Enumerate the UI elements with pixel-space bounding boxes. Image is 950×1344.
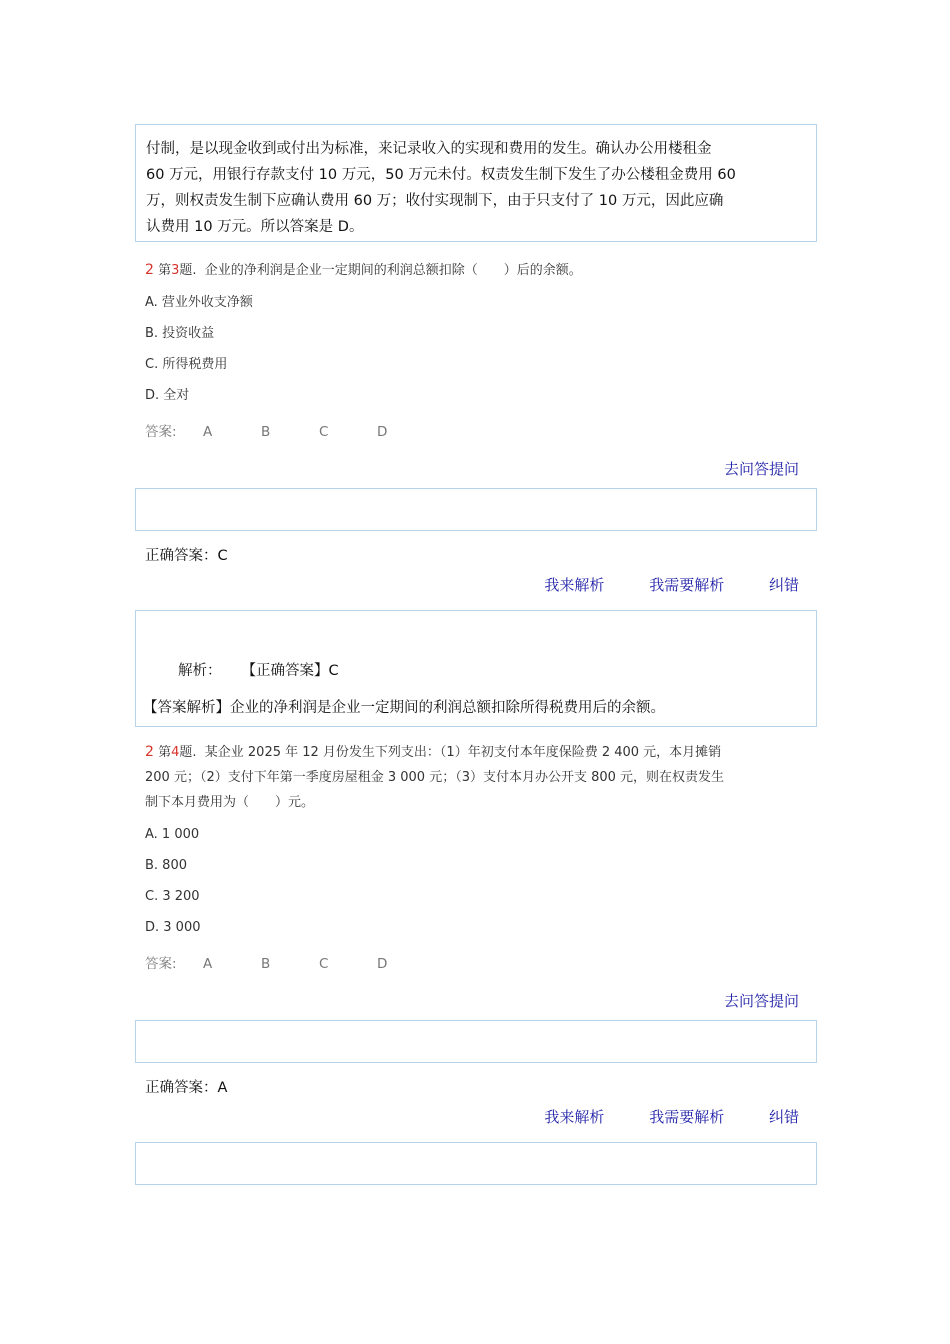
previous-explanation-box (135, 124, 817, 242)
question-stem (135, 258, 817, 283)
ask-row (135, 451, 817, 488)
question-4 (135, 740, 817, 1185)
answer-label: 答案: (145, 956, 177, 972)
analysis-links-row (135, 567, 817, 604)
option-c[interactable]: C. 3 200 (145, 889, 200, 904)
option-b[interactable]: B. 投资收益 (145, 326, 215, 341)
answer-choice-a[interactable]: A (203, 956, 213, 972)
question-text: 某企业 2025 年 12 月份发生下列支出：（1）年初支付本年度保险费 2 400 元，本月摊销 (204, 745, 722, 760)
option-a[interactable]: A. 营业外收支净额 (145, 295, 253, 310)
option-d[interactable]: D. 3 000 (145, 920, 201, 935)
question-prefix: 第 (158, 745, 172, 760)
question-3 (135, 258, 817, 727)
answer-choice-c[interactable]: C (319, 956, 329, 972)
analysis-correct-answer: 【正确答案】C (241, 663, 339, 679)
write-analysis-link[interactable]: 我来解析 (544, 1108, 605, 1126)
analysis-links-row (135, 1099, 817, 1136)
option-d[interactable]: D. 全对 (145, 388, 190, 403)
write-analysis-link[interactable]: 我来解析 (544, 576, 605, 594)
question-stem-line: 制下本月费用为（ ）元。 (145, 795, 315, 810)
explanation-line: 万，则权责发生制下应确认费用 60 万；收付实现制下，由于只支付了 10 万元，因此应确 (146, 193, 724, 209)
page (135, 124, 817, 1185)
analysis-detail: 【答案解析】企业的净利润是企业一定期间的利润总额扣除所得税费用后的余额。 (143, 700, 665, 716)
analysis-label: 解析： (178, 663, 222, 679)
question-score: 2 (145, 744, 154, 760)
answer-row (135, 946, 817, 983)
analysis-box (135, 1142, 817, 1185)
question-stem-line: 200 元；（2）支付下年第一季度房屋租金 3 000 元；（3）支付本月办公开支 800 元，则在权责发生 (145, 770, 725, 785)
ask-question-link[interactable]: 去问答提问 (723, 992, 799, 1010)
answer-label: 答案: (145, 424, 177, 440)
report-error-link[interactable]: 纠错 (768, 576, 799, 594)
option-c[interactable]: C. 所得税费用 (145, 357, 228, 372)
ask-row (135, 983, 817, 1020)
answer-input-box[interactable] (135, 488, 817, 531)
answer-choice-c[interactable]: C (319, 424, 329, 440)
question-index: 4 (171, 745, 180, 760)
request-analysis-link[interactable]: 我需要解析 (649, 1108, 725, 1126)
explanation-line: 认费用 10 万元。所以答案是 D。 (146, 219, 364, 235)
answer-choice-b[interactable]: B (261, 424, 271, 440)
question-suffix: 题. (179, 263, 197, 278)
question-stem (135, 740, 817, 815)
question-prefix: 第 (158, 263, 172, 278)
ask-question-link[interactable]: 去问答提问 (723, 460, 799, 478)
answer-input-box[interactable] (135, 1020, 817, 1063)
question-suffix: 题. (179, 745, 197, 760)
question-text: 企业的净利润是企业一定期间的利润总额扣除（ ）后的余额。 (204, 263, 582, 278)
explanation-line: 60 万元，用银行存款支付 10 万元，50 万元未付。权责发生制下发生了办公楼租金费用 60 (146, 167, 736, 183)
report-error-link[interactable]: 纠错 (768, 1108, 799, 1126)
explanation-line: 付制，是以现金收到或付出为标准，来记录收入的实现和费用的发生。确认办公用楼租金 (146, 141, 712, 157)
question-stem-line (145, 740, 807, 765)
answer-row (135, 414, 817, 451)
analysis-answer-line (178, 659, 339, 680)
answer-choice-d[interactable]: D (377, 424, 388, 440)
answer-choice-d[interactable]: D (377, 956, 388, 972)
option-b[interactable]: B. 800 (145, 858, 187, 873)
answer-choice-a[interactable]: A (203, 424, 213, 440)
answer-choice-b[interactable]: B (261, 956, 271, 972)
option-a[interactable]: A. 1 000 (145, 827, 200, 842)
request-analysis-link[interactable]: 我需要解析 (649, 576, 725, 594)
correct-answer: 正确答案：A (145, 1080, 228, 1096)
analysis-box (135, 610, 817, 727)
correct-answer: 正确答案：C (145, 548, 228, 564)
question-index: 3 (171, 263, 180, 278)
question-score: 2 (145, 262, 154, 278)
